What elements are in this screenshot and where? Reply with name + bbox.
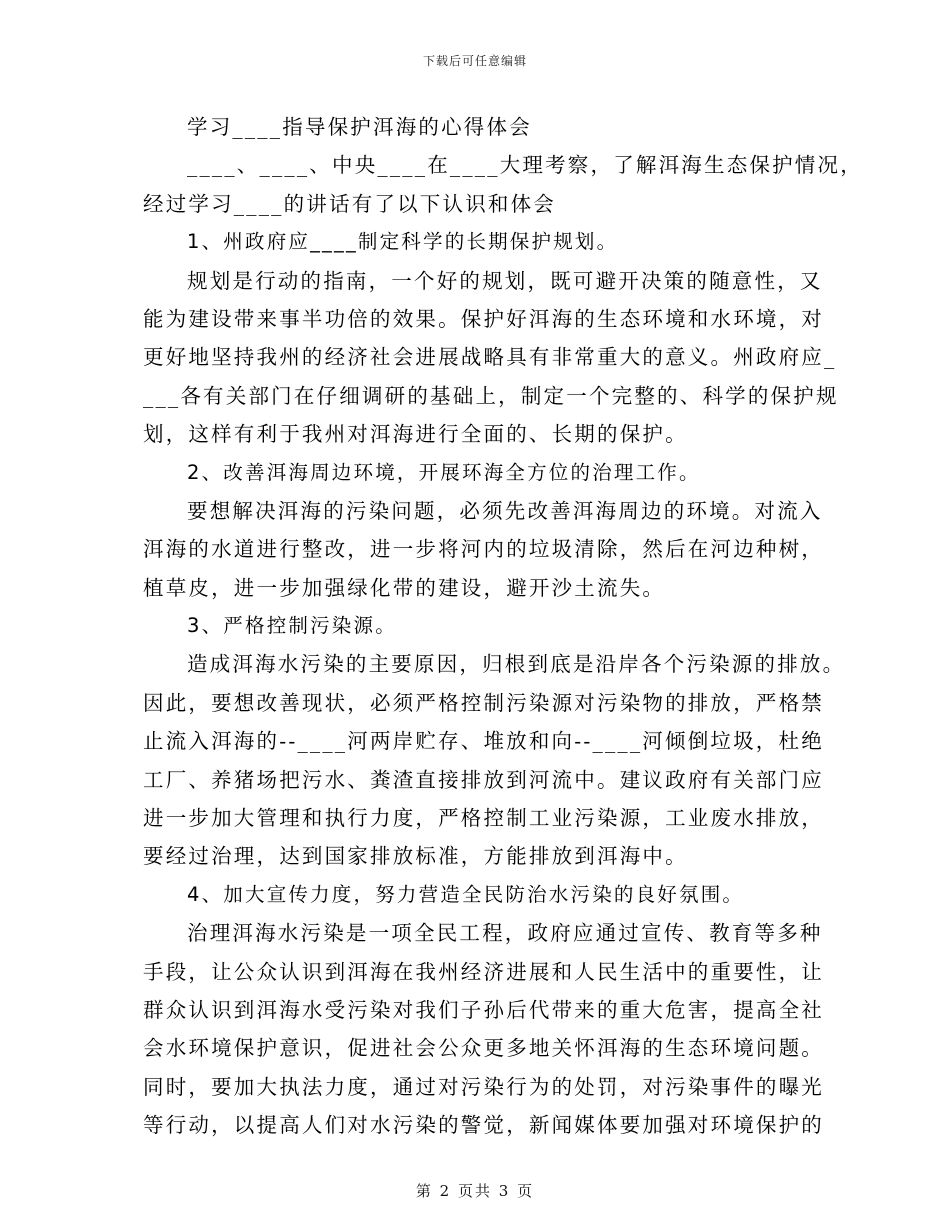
paragraph-line: 划，这样有利于我州对洱海进行全面的、长期的保护。 (143, 422, 688, 447)
paragraph-line: 更好地坚持我州的经济社会进展战略具有非常重大的意义。州政府应_ (143, 345, 837, 370)
paragraph-line: 会水环境保护意识，促进社会公众更多地关怀洱海的生态环境问题。 (143, 1036, 824, 1061)
document-body (143, 108, 863, 1145)
paragraph-line: 手段，让公众认识到洱海在我州经济进展和人民生活中的重要性，让 (143, 959, 824, 984)
section-heading-4: 4、加大宣传力度，努力营造全民防治水污染的良好氛围。 (187, 882, 745, 906)
paragraph-line: 造成洱海水污染的主要原因，归根到底是沿岸各个污染源的排放。 (187, 652, 846, 677)
paragraph-line: 等行动，以提高人们对水污染的警觉，新闻媒体要加强对环境保护的 (143, 1113, 824, 1138)
paragraph-line: 规划是行动的指南，一个好的规划，既可避开决策的随意性，又 (187, 268, 823, 293)
paragraph-line: 止流入洱海的--____河两岸贮存、堆放和向--____河倾倒垃圾，杜绝 (143, 729, 824, 754)
paragraph-line: 群众认识到洱海水受污染对我们子孙后代带来的重大危害，提高全社 (143, 997, 824, 1022)
paragraph-line: 要经过治理，达到国家排放标准，方能排放到洱海中。 (143, 844, 688, 869)
paragraph-line: 进一步加大管理和执行力度，严格控制工业污染源，工业废水排放， (143, 806, 824, 831)
paragraph-line: 经过学习____的讲话有了以下认识和体会 (143, 191, 556, 216)
page-footer: 第 2 页共 3 页 (415, 1182, 535, 1200)
section-heading-1: 1、州政府应____制定科学的长期保护规划。 (187, 230, 619, 254)
paragraph-line: 同时，要加大执法力度，通过对污染行为的处罚，对污染事件的曝光 (143, 1074, 824, 1099)
paragraph-line: 能为建设带来事半功倍的效果。保护好洱海的生态环境和水环境，对 (143, 306, 824, 331)
paragraph-line: ____、____、中央____在____大理考察，了解洱海生态保护情况， (187, 153, 863, 178)
paragraph-line: 工厂、养猪场把污水、粪渣直接排放到河流中。建议政府有关部门应 (143, 767, 824, 792)
page-header: 下载后可任意编辑 (422, 54, 527, 68)
paragraph-line: 洱海的水道进行整改，进一步将河内的垃圾清除，然后在河边种树， (143, 537, 824, 562)
paragraph-line: 植草皮，进一步加强绿化带的建设，避开沙土流失。 (143, 575, 666, 600)
paragraph-line: 治理洱海水污染是一项全民工程，政府应通过宣传、教育等多种 (187, 921, 823, 946)
section-heading-2: 2、改善洱海周边环境，开展环海全方位的治理工作。 (187, 460, 701, 484)
paragraph-line: ___各有关部门在仔细调研的基础上，制定一个完整的、科学的保护规 (143, 383, 839, 408)
document-title: 学习____指导保护洱海的心得体会 (187, 115, 532, 139)
section-heading-3: 3、严格控制污染源。 (187, 614, 397, 638)
paragraph-line: 因此，要想改善现状，必须严格控制污染源对污染物的排放，严格禁 (143, 690, 824, 715)
paragraph-line: 要想解决洱海的污染问题，必须先改善洱海周边的环境。对流入 (187, 498, 823, 523)
